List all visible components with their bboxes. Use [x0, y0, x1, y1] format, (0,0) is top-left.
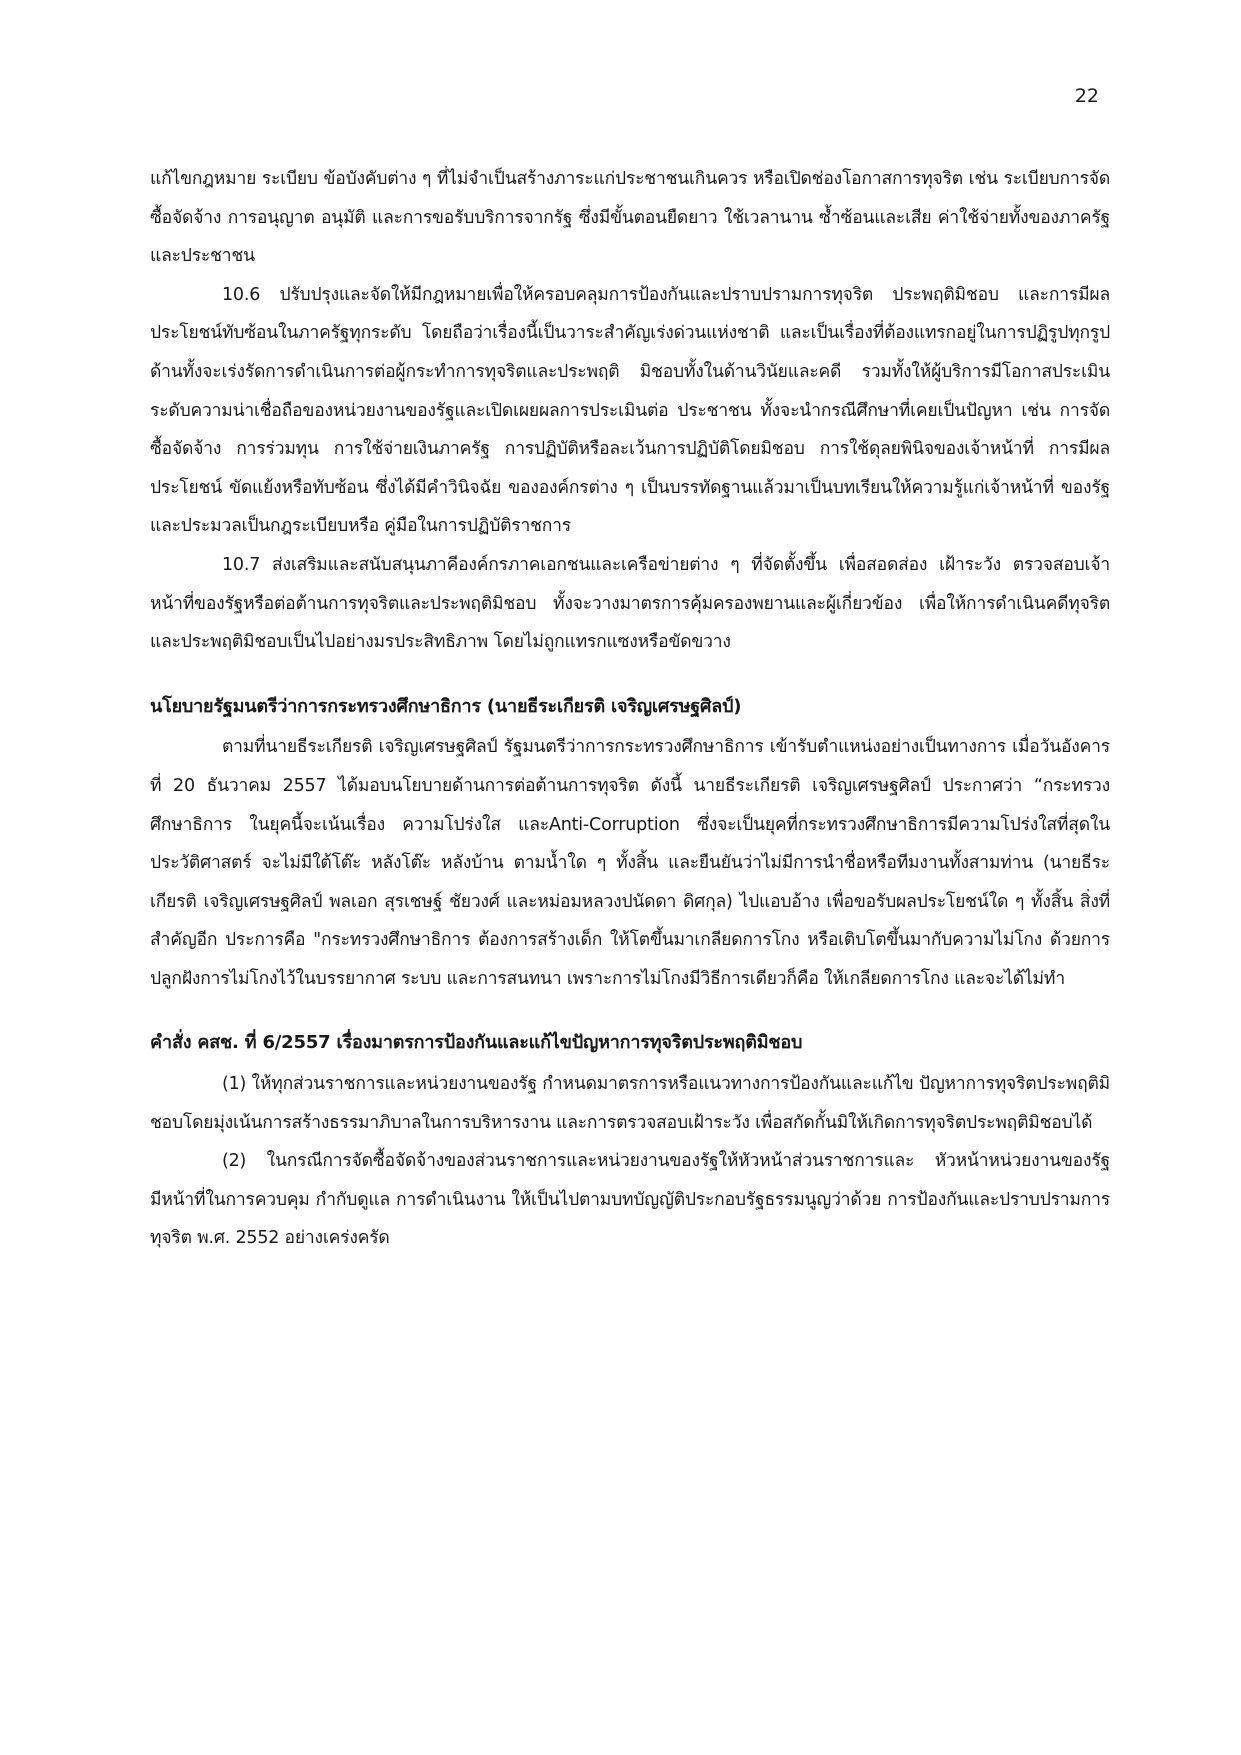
paragraph-10-6: 10.6 ปรับปรุงและจัดให้มีกฎหมายเพื่อให้ครอบคลุมการป้องกันและปราบปรามการทุจริต ประพฤติมิชอบ และการมีผลประโยชน์ทับซ้อนในภาครัฐทุกระดับ โดยถือว่าเรื่องนี้เป็นวาระสำคัญเร่งด่วนแห่งชาติ และเป็นเรื่องที่ต้องแทรกอยู่ในการปฏิรูปทุกรูปด้านทั้งจะเร่งรัดการดำเนินการต่อผู้กระทำการทุจริตและประพฤติ มิชอบทั้งในด้านวินัยและคดี รวมทั้งให้ผู้บริการมีโอกาสประเมินระดับความน่าเชื่อถือของหน่วยงานของรัฐและเปิดเผยผลการประเมินต่อ ประชาชน ทั้งจะนำกรณีศึกษาที่เคยเป็นปัญหา เช่น การจัดซื้อจัดจ้าง การร่วมทุน การใช้จ่ายเงินภาครัฐ การปฏิบัติหรือละเว้นการปฏิบัติโดยมิชอบ การใช้ดุลยพินิจของเจ้าหน้าที่ การมีผลประโยชน์ ขัดแย้งหรือทับซ้อน ซึ่งได้มีคำวินิจฉัย ขององค์กรต่าง ๆ เป็นบรรทัดฐานแล้วมาเป็นบทเรียนให้ความรู้แก่เจ้าหน้าที่ ของรัฐ และประมวลเป็นกฎระเบียบหรือ คู่มือในการปฏิบัติราชการ	[150, 284, 1110, 537]
paragraph-continuation: แก้ไขกฎหมาย ระเบียบ ข้อบังคับต่าง ๆ ที่ไม่จำเป็นสร้างภาระแก่ประชาชนเกินควร หรือเปิดช่องโอกาสการทุจริต เช่น ระเบียบการจัดซื้อจัดจ้าง การอนุญาต อนุมัติ และการขอรับบริการจากรัฐ ซึ่งมีขั้นตอนยืดยาว ใช้เวลานาน ซ้ำซ้อนและเสีย ค่าใช้จ่ายทั้งของภาครัฐและประชาชน	[150, 169, 1110, 267]
paragraph-order-item-2: (2) ในกรณีการจัดซื้อจัดจ้างของส่วนราชการและหน่วยงานของรัฐให้หัวหน้าส่วนราชการและ หัวหน้าหน่วยงานของรัฐมีหน้าที่ในการควบคุม กำกับดูแล การดำเนินงาน ให้เป็นไปตามบทบัญญัติประกอบรัฐธรรมนูญว่าด้วย การป้องกันและปราบปรามการทุจริต พ.ศ. 2552 อย่างเคร่งครัด	[150, 1151, 1110, 1249]
paragraph-minister-policy: ตามที่นายธีระเกียรติ เจริญเศรษฐศิลป์ รัฐมนตรีว่าการกระทรวงศึกษาธิการ เข้ารับตำแหน่งอย่างเป็นทางการ เมื่อวันอังคารที่ 20 ธันวาคม 2557 ได้มอบนโยบายด้านการต่อต้านการทุจริต ดังนี้ นายธีระเกียรติ เจริญเศรษฐศิลป์ ประกาศว่า “กระทรวงศึกษาธิการ ในยุคนี้จะเน้นเรื่อง ความโปร่งใส และAnti-Corruption ซึ่งจะเป็นยุคที่กระทรวงศึกษาธิการมีความโปร่งใสที่สุดในประวัติศาสตร์ จะไม่มีใต้โต๊ะ หลังโต๊ะ หลังบ้าน ตามน้ำใด ๆ ทั้งสิ้น และยืนยันว่าไม่มีการนำชื่อหรือทีมงานทั้งสามท่าน (นายธีระเกียรติ เจริญเศรษฐศิลป์ พลเอก สุรเชษฐ์ ชัยวงศ์ และหม่อมหลวงปนัดดา ดิศกุล) ไปแอบอ้าง เพื่อขอรับผลประโยชน์ใด ๆ ทั้งสิ้น สิ่งที่สำคัญอีก ประการคือ "กระทรวงศึกษาธิการ ต้องการสร้างเด็ก ให้โตขึ้นมาเกลียดการโกง หรือเติบโตขึ้นมากับความไม่โกง ด้วยการปลูกฝังการไม่โกงไว้ในบรรยากาศ ระบบ และการสนทนา เพราะการไม่โกงมีวิธีการเดียวก็คือ ให้เกลียดการโกง และจะได้ไม่ทำ	[150, 737, 1110, 989]
section-heading-minister-policy: นโยบายรัฐมนตรีว่าการกระทรวงศึกษาธิการ (นายธีระเกียรติ เจริญเศรษฐศิลป์)	[150, 695, 742, 717]
paragraph-10-7: 10.7 ส่งเสริมและสนับสนุนภาคีองค์กรภาคเอกชนและเครือข่ายต่าง ๆ ที่จัดตั้งขึ้น เพื่อสอดส่อง เฝ้าระวัง ตรวจสอบเจ้าหน้าที่ของรัฐหรือต่อต้านการทุจริตและประพฤติมิชอบ ทั้งจะวางมาตรการคุ้มครองพยานและผู้เกี่ยวข้อง เพื่อให้การดำเนินคดีทุจริตและประพฤติมิชอบเป็นไปอย่างมรประสิทธิภาพ โดยไม่ถูกแทรกแซงหรือขัดขวาง	[150, 554, 1110, 653]
paragraph-order-item-1: (1) ให้ทุกส่วนราชการและหน่วยงานของรัฐ กำหนดมาตรการหรือแนวทางการป้องกันและแก้ไข ปัญหาการทุจริตประพฤติมิชอบโดยมุ่งเน้นการสร้างธรรมาภิบาลในการบริหารงาน และการตรวจสอบเฝ้าระวัง เพื่อสกัดกั้นมิให้เกิดการทุจริตประพฤติมิชอบได้	[150, 1074, 1111, 1133]
document-body	[150, 160, 1110, 1258]
section-heading-ncpo-order: คำสั่ง คสช. ที่ 6/2557 เรื่องมาตรการป้องกันและแก้ไขปัญหาการทุจริตประพฤติมิชอบ	[150, 1032, 803, 1054]
page-number: 22	[1074, 85, 1099, 107]
